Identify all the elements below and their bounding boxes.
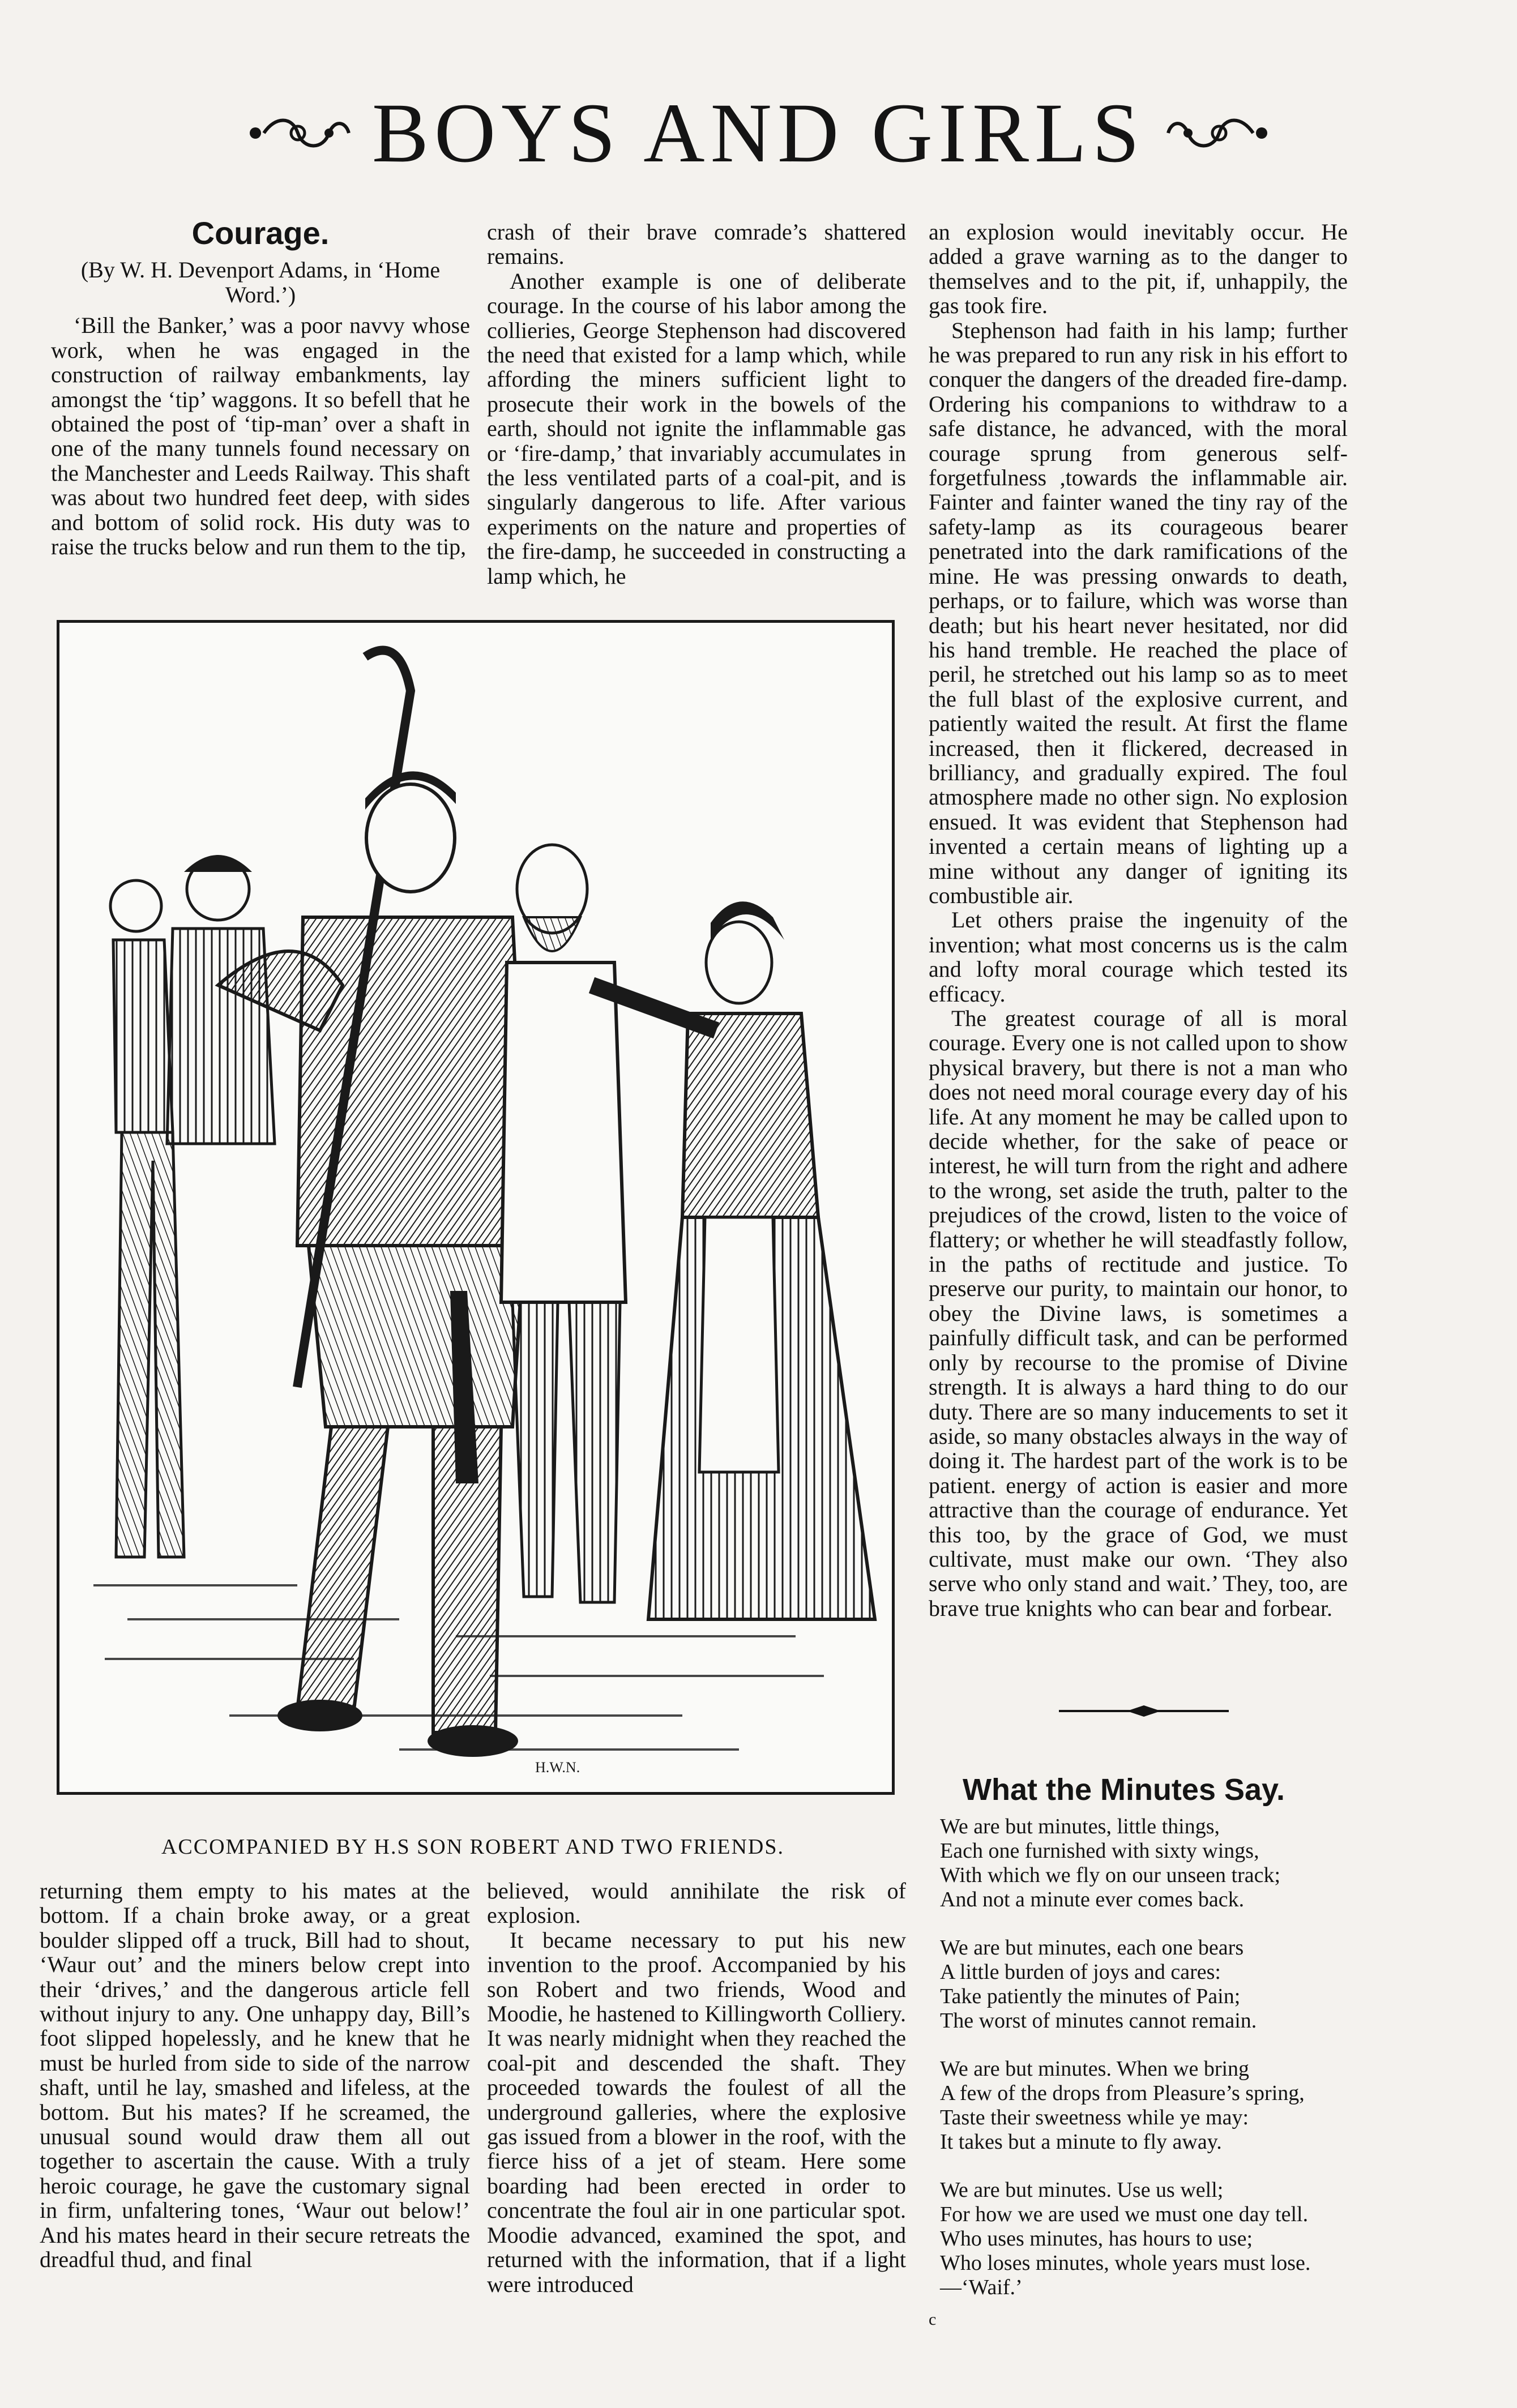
- left-ornament-icon: [244, 113, 352, 153]
- article-paragraph: Another example is one of deliberate courage. In the course of his labor among the collieries, George Stephenson had discovered the need that existed for a lamp which, while affording the miners sufficient light to prosecute their work in the bowels of the earth, should not ignite the inflammable gas or ‘fire-damp,’ that invariably accumulates in the less ventilated parts of a coal-pit, and is singularly dangerous to life. After various experiments on the nature and properties of the fire-damp, he succeeded in constructing a lamp which, he: [487, 268, 906, 589]
- article-paragraph: The greatest courage of all is moral courage. Every one is not called upon to show physical bravery, but there is not a man who does not need moral courage every day of his life. At any moment he may be called upon to decide whether, for the sake of peace or interest, he will turn from the right and adhere to the wrong, set aside the truth, palter to the prejudices of the crowd, listen to the voice of flattery; or whether he will steadfastly follow, in the paths of rectitude and justice. To preserve our purity, to maintain our honor, to obey the Divine laws, is sometimes a painfully difficult task, and can be performed only by recourse to the promise of Divine strength. It is always a hard thing to do our duty. There are so many inducements to set it aside, so many obstacles always in the way of doing it. The hardest part of the work is to be patient. energy of action is easier and more attractive than the courage of endurance. Yet this too, by the grace of God, we must cultivate, must make our own. ‘They also serve who only stand and wait.’ They, too, are brave true knights who can bear and forbear.: [929, 1006, 1348, 1621]
- right-ornament-icon: [1165, 113, 1273, 153]
- article-column-1-continued: [40, 1879, 470, 2272]
- article-column-2: [487, 220, 906, 588]
- illustration-caption: ACCOMPANIED BY H.S SON ROBERT AND TWO FRIENDS.: [161, 1835, 785, 1859]
- article-paragraph: crash of their brave comrade’s shattered remains.: [487, 219, 906, 270]
- poem-line: Each one furnished with sixty wings,: [940, 1839, 1259, 1863]
- poem-stanza: [940, 1815, 1438, 1912]
- poem-line: For how we are used we must one day tell.: [940, 2202, 1309, 2226]
- poem-line: We are but minutes. When we bring: [940, 2057, 1250, 2081]
- poem-line: Who loses minutes, whole years must lose.: [940, 2251, 1311, 2275]
- poem-line: And not a minute ever comes back.: [940, 1888, 1245, 1911]
- poem-line: With which we fly on our unseen track;: [940, 1863, 1281, 1887]
- article-byline: (By W. H. Devenport Adams, in ‘Home Word.’): [80, 257, 441, 308]
- masthead-title: BOYS AND GIRLS: [371, 86, 1146, 180]
- page-mark: c: [929, 2310, 937, 2329]
- article-paragraph: an explosion would inevitably occur. He added a grave warning as to the danger to themselves and to the pit, if, unhappily, the gas took fire.: [929, 219, 1348, 319]
- article-paragraph: It became necessary to put his new invention to the proof. Accompanied by his son Robert and two friends, Wood and Moodie, he hastened to Killingworth Colliery. It was nearly midnight when they reached the coal-pit and descended the shaft. They proceeded towards the foulest of all the underground galleries, where the explosive gas issued from a blower in the roof, with the fierce hiss of a jet of steam. Here some boarding had been erected in order to concentrate the foul air in one particular spot. Moodie advanced, examined the spot, and returned with the information, that if a light were introduced: [487, 1927, 906, 2297]
- poem-line: The worst of minutes cannot remain.: [940, 2009, 1257, 2033]
- poem-stanza: [940, 2178, 1438, 2300]
- article-column-1: [51, 215, 470, 560]
- poem-source: —‘Waif.’: [940, 2276, 1023, 2299]
- article-paragraph: believed, would annihilate the risk of explosion.: [487, 1878, 906, 1928]
- poem-line: Take patiently the minutes of Pain;: [940, 1984, 1241, 2008]
- masthead: [0, 85, 1517, 181]
- poem-line: We are but minutes, little things,: [940, 1815, 1220, 1838]
- poem-stanza: [940, 2057, 1438, 2154]
- section-divider: [1059, 1704, 1229, 1718]
- article-title: Courage.: [191, 215, 330, 251]
- engraving-figures: [59, 623, 892, 1792]
- poem-line: We are but minutes, each one bears: [940, 1936, 1244, 1960]
- article-paragraph: Let others praise the ingenuity of the invention; what most concerns us is the calm and lofty moral courage which tested its efficacy.: [929, 907, 1348, 1007]
- poem-stanza: [940, 1936, 1438, 2033]
- poem-line: Taste their sweetness while ye may:: [940, 2106, 1249, 2129]
- poem-line: A few of the drops from Pleasure’s spring,: [940, 2081, 1305, 2105]
- engraver-signature: H.W.N.: [535, 1759, 580, 1776]
- article-paragraph: returning them empty to his mates at the bottom. If a chain broke away, or a great boulder slipped off a truck, Bill had to shout, ‘Waur out’ and the miners below crept into their ‘drives,’ and the dangerous article fell without injury to any. One unhappy day, Bill’s foot slipped hopelessly, and he knew that he must be hurled from side to side of the narrow shaft, until he lay, smashed and lifeless, at the bottom. But his mates? If he screamed, the unusual sound would draw them all out together to ascertain the cause. With a truly heroic courage, he gave the customary signal in firm, unfaltering tones, ‘Waur out below!’ And his mates heard in their secure retreats the dreadful thud, and final: [40, 1878, 470, 2273]
- poem-line: We are but minutes. Use us well;: [940, 2178, 1224, 2202]
- article-column-3: [929, 220, 1348, 1620]
- article-paragraph: Stephenson had faith in his lamp; further he was prepared to run any risk in his effort to conquer the dangers of the dreaded fire-damp. Ordering his companions to withdraw to a safe distance, he advanced, with the moral courage sprung from generous self-forgetfulness ,towards the inflammable air. Fainter and fainter waned the tiny ray of the safety-lamp as its courageous bearer penetrated into the dark ramifications of the mine. He was pressing onwards to death, perhaps, or to failure, which was worse than death; but his heart never hesitated, nor did his hand tremble. He reached the place of peril, he stretched out his lamp so as to meet the full blast of the explosive current, and patiently waited the result. At first the flame increased, then it flickered, decreased in brilliancy, and gradually expired. The foul atmosphere made no other sign. No explosion ensued. It was evident that Stephenson had invented a certain means of lighting up a mine without any danger of igniting its combustible air.: [929, 317, 1348, 908]
- poem-line: Who uses minutes, has hours to use;: [940, 2227, 1253, 2251]
- poem-line: A little burden of joys and cares:: [940, 1960, 1221, 1984]
- article-paragraph: ‘Bill the Banker,’ was a poor navvy whose work, when he was engaged in the construction of railway embankments, lay amongst the ‘tip’ waggons. It so befell that he obtained the post of ‘tip-man’ over a shaft in one of the many tunnels found necessary on the Manchester and Leeds Railway. This shaft was about two hundred feet deep, with sides and bottom of solid rock. His duty was to raise the trucks below and run them to the tip,: [51, 313, 470, 560]
- poem: [929, 1773, 1438, 2324]
- poem-line: It takes but a minute to fly away.: [940, 2130, 1222, 2154]
- illustration: [57, 620, 895, 1795]
- poem-title: What the Minutes Say.: [963, 1773, 1285, 1807]
- article-column-2-continued: [487, 1879, 906, 2296]
